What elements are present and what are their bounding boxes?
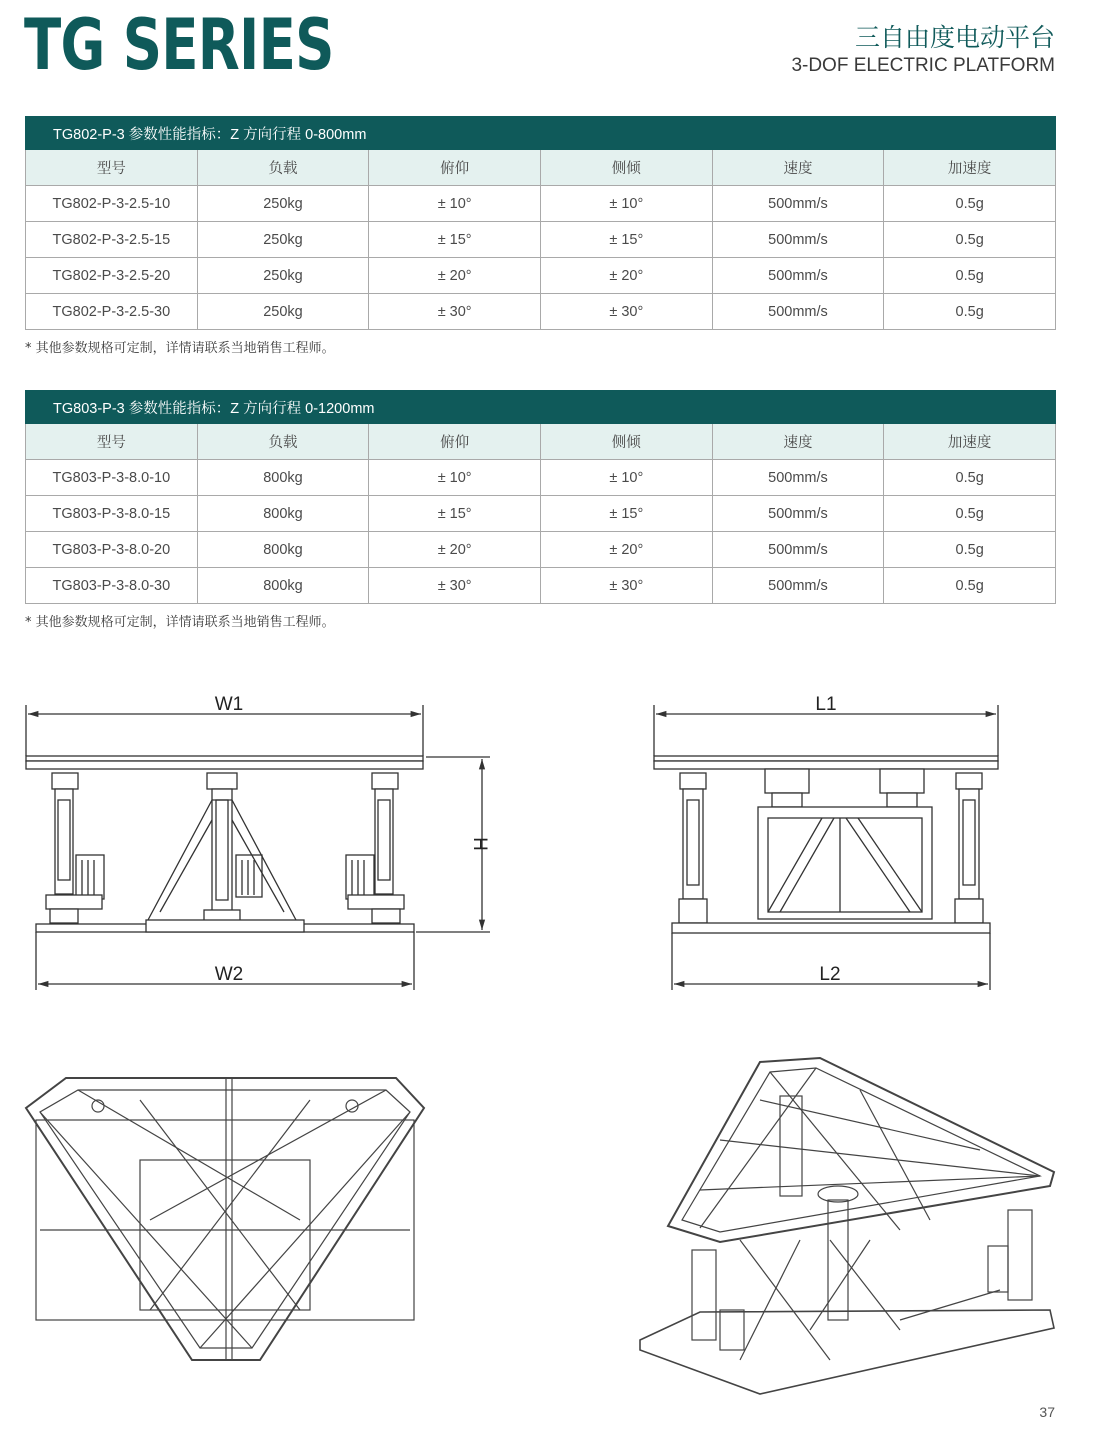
page-number: 37 — [1039, 1404, 1055, 1420]
platform-drawings — [0, 680, 1100, 1400]
cell-pitch: ± 10° — [369, 186, 541, 222]
cell-load: 250kg — [197, 222, 369, 258]
cell-speed: 500mm/s — [712, 294, 884, 330]
cell-model: TG802-P-3-2.5-15 — [26, 222, 198, 258]
cell-model: TG802-P-3-2.5-20 — [26, 258, 198, 294]
cell-speed: 500mm/s — [712, 460, 884, 496]
cell-roll: ± 15° — [540, 496, 712, 532]
actuator-right — [346, 773, 404, 923]
side-view-drawing — [654, 705, 998, 990]
cell-load: 800kg — [197, 568, 369, 604]
dimension-label-h: H — [469, 837, 490, 851]
cell-pitch: ± 20° — [369, 532, 541, 568]
column-header-pitch: 俯仰 — [369, 150, 541, 186]
spec-table-tg802 — [25, 116, 1056, 330]
cell-acceleration: 0.5g — [884, 222, 1056, 258]
column-header-roll: 侧倾 — [540, 424, 712, 460]
cell-speed: 500mm/s — [712, 222, 884, 258]
actuator-left — [46, 773, 104, 923]
cell-speed: 500mm/s — [712, 532, 884, 568]
isometric-view-drawing — [640, 1058, 1054, 1394]
front-view-drawing — [26, 705, 490, 990]
table-footnote: * 其他参数规格可定制，详情请联系当地销售工程师。 — [25, 615, 335, 630]
dimension-label-w1: W1 — [214, 694, 244, 715]
cell-model: TG802-P-3-2.5-30 — [26, 294, 198, 330]
cell-pitch: ± 15° — [369, 222, 541, 258]
cell-roll: ± 30° — [540, 568, 712, 604]
cell-load: 250kg — [197, 186, 369, 222]
actuator-center — [148, 773, 296, 924]
table-row — [26, 460, 1056, 496]
cell-model: TG803-P-3-8.0-15 — [26, 496, 198, 532]
cell-acceleration: 0.5g — [884, 186, 1056, 222]
cell-model: TG803-P-3-8.0-30 — [26, 568, 198, 604]
column-header-acceleration: 加速度 — [884, 150, 1056, 186]
cell-speed: 500mm/s — [712, 568, 884, 604]
cell-load: 250kg — [197, 258, 369, 294]
column-header-model: 型号 — [26, 424, 198, 460]
dimension-label-l2: L2 — [819, 964, 841, 985]
cell-acceleration: 0.5g — [884, 532, 1056, 568]
table-row — [26, 258, 1056, 294]
cell-roll: ± 20° — [540, 532, 712, 568]
cell-acceleration: 0.5g — [884, 294, 1056, 330]
dimension-label-l1: L1 — [815, 694, 837, 715]
cell-model: TG803-P-3-8.0-10 — [26, 460, 198, 496]
product-title-cn: 三自由度电动平台 — [854, 23, 1055, 52]
cell-load: 250kg — [197, 294, 369, 330]
column-header-load: 负载 — [197, 150, 369, 186]
table-footnote: * 其他参数规格可定制，详情请联系当地销售工程师。 — [25, 341, 335, 356]
cell-load: 800kg — [197, 496, 369, 532]
column-header-speed: 速度 — [712, 424, 884, 460]
column-header-roll: 侧倾 — [540, 150, 712, 186]
column-header-speed: 速度 — [712, 150, 884, 186]
brand-title: TG SERIES — [24, 4, 334, 86]
cell-pitch: ± 30° — [369, 568, 541, 604]
cell-pitch: ± 30° — [369, 294, 541, 330]
table-caption: TG802-P-3 参数性能指标：Z 方向行程 0-800mm — [26, 117, 1056, 150]
cell-pitch: ± 20° — [369, 258, 541, 294]
table-row — [26, 186, 1056, 222]
cell-acceleration: 0.5g — [884, 258, 1056, 294]
cell-acceleration: 0.5g — [884, 460, 1056, 496]
table-row — [26, 294, 1056, 330]
cell-roll: ± 20° — [540, 258, 712, 294]
cell-pitch: ± 15° — [369, 496, 541, 532]
cell-load: 800kg — [197, 532, 369, 568]
table-header-row — [26, 150, 1056, 186]
cell-speed: 500mm/s — [712, 496, 884, 532]
table-header-row — [26, 424, 1056, 460]
dimension-label-w2: W2 — [214, 964, 244, 985]
cell-roll: ± 10° — [540, 186, 712, 222]
table-caption: TG803-P-3 参数性能指标：Z 方向行程 0-1200mm — [26, 391, 1056, 424]
table-row — [26, 496, 1056, 532]
column-header-pitch: 俯仰 — [369, 424, 541, 460]
cell-roll: ± 10° — [540, 460, 712, 496]
product-title-en: 3-DOF ELECTRIC PLATFORM — [791, 55, 1055, 76]
table-row — [26, 222, 1056, 258]
top-view-drawing — [26, 1078, 424, 1360]
column-header-model: 型号 — [26, 150, 198, 186]
cell-roll: ± 30° — [540, 294, 712, 330]
cell-speed: 500mm/s — [712, 186, 884, 222]
cell-model: TG803-P-3-8.0-20 — [26, 532, 198, 568]
cell-roll: ± 15° — [540, 222, 712, 258]
cell-load: 800kg — [197, 460, 369, 496]
cell-pitch: ± 10° — [369, 460, 541, 496]
cell-acceleration: 0.5g — [884, 496, 1056, 532]
cell-speed: 500mm/s — [712, 258, 884, 294]
cell-acceleration: 0.5g — [884, 568, 1056, 604]
spec-table-tg803 — [25, 390, 1056, 604]
column-header-load: 负载 — [197, 424, 369, 460]
cell-model: TG802-P-3-2.5-10 — [26, 186, 198, 222]
table-row — [26, 532, 1056, 568]
column-header-acceleration: 加速度 — [884, 424, 1056, 460]
table-row — [26, 568, 1056, 604]
